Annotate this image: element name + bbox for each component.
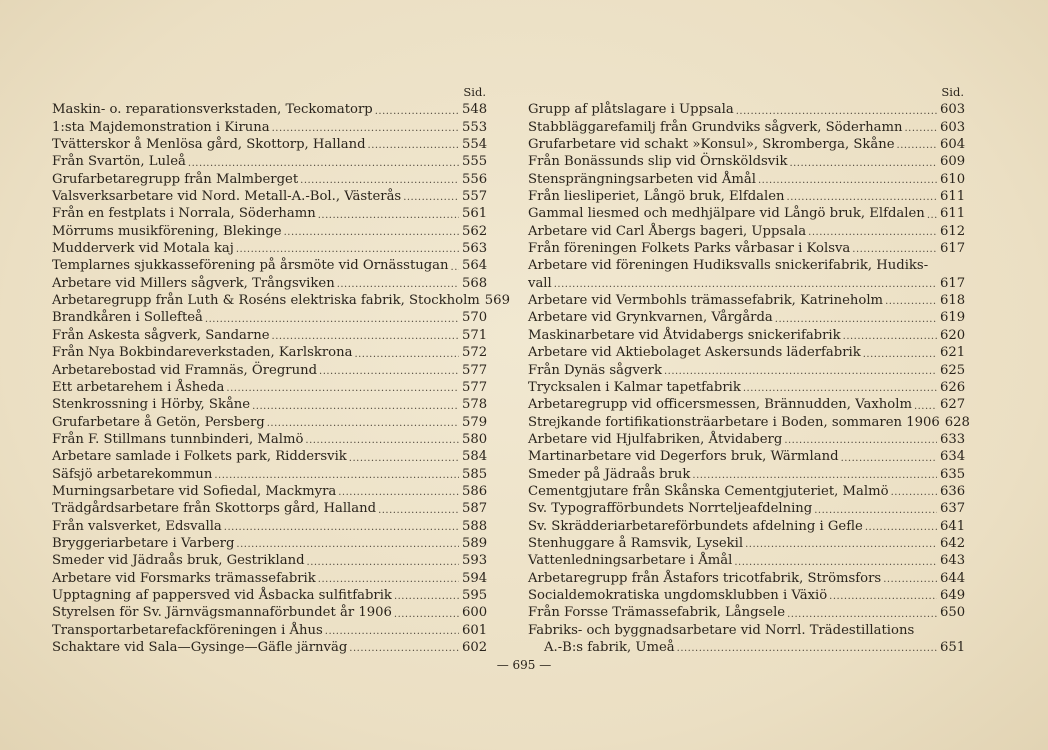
entry-page: 569: [484, 293, 510, 309]
entry-title: Från Nya Bokbindareverkstaden, Karlskrona: [52, 345, 353, 361]
entry-title: Maskinarbetare vid Åtvidabergs snickerifabrik: [528, 327, 841, 343]
leader-dots: [843, 329, 937, 344]
entry-title: Sv. Typografförbundets Norrteljeafdelning: [528, 501, 813, 517]
entry-title: Socialdemokratiska ungdomsklubben i Växiö: [528, 587, 828, 603]
leader-dots: [318, 572, 459, 587]
entry-title: Arbetare vid Millers sågverk, Trångsviken: [52, 275, 335, 291]
entry-title: Arbetare vid Grynkvarnen, Vårgårda: [528, 310, 773, 326]
leader-dots: [451, 260, 459, 275]
leader-dots: [883, 572, 937, 587]
right-sid-header: Sid.: [941, 85, 964, 99]
entry-title: Arbetarebostad vid Framnäs, Öregrund: [52, 362, 318, 378]
index-entry: [528, 622, 966, 657]
entry-title: Styrelsen för Sv. Järnvägsmannaförbundet år 1906: [52, 605, 392, 621]
leader-dots: [734, 555, 937, 570]
entry-title: Grufarbetare vid schakt »Konsul», Skromberga, Skåne: [528, 137, 895, 153]
leader-dots: [814, 503, 937, 518]
entry-title: Från F. Stillmans tunnbinderi, Malmö: [52, 431, 304, 447]
index-entry: [52, 414, 488, 431]
index-entry: [528, 483, 966, 500]
index-entry: [52, 101, 488, 118]
index-entry: [528, 136, 966, 153]
entry-title: Trycksalen i Kalmar tapetfabrik: [528, 379, 741, 395]
leader-dots: [272, 329, 459, 344]
entry-page: 595: [462, 587, 488, 603]
leader-dots: [775, 312, 937, 327]
entry-page: 601: [462, 622, 488, 638]
index-entry: [528, 431, 966, 448]
entry-page: 609: [940, 154, 966, 170]
entry-page: 579: [462, 414, 488, 430]
leader-dots: [337, 277, 459, 292]
entry-page: 580: [462, 431, 488, 447]
entry-page: 557: [462, 189, 488, 205]
entry-title: Från Askesta sågverk, Sandarne: [52, 327, 270, 343]
leader-dots: [403, 190, 459, 205]
index-entry: [52, 257, 488, 274]
index-entry: [52, 518, 488, 535]
leader-dots: [236, 537, 459, 552]
index-entry: [528, 552, 966, 569]
leader-dots: [307, 555, 459, 570]
leader-dots: [904, 121, 937, 136]
entry-title: Säfsjö arbetarekommun: [52, 466, 213, 482]
leader-dots: [863, 347, 937, 362]
leader-dots: [375, 104, 459, 119]
leader-dots: [865, 520, 937, 535]
entry-title: Upptagning af pappersved vid Åsbacka sulfitfabrik: [52, 587, 392, 603]
entry-title: Smeder på Jädraås bruk: [528, 466, 691, 482]
index-entry: [52, 171, 488, 188]
index-entry: [52, 379, 488, 396]
page-number: — 695 —: [496, 658, 552, 672]
leader-dots: [897, 138, 937, 153]
index-entry: [528, 500, 966, 517]
index-entry: [528, 518, 966, 535]
entry-title: Stensprängningsarbeten vid Åmål: [528, 171, 756, 187]
entry-title: Mörrums musikförening, Blekinge: [52, 223, 282, 239]
entry-page: 548: [462, 102, 488, 118]
entry-title: Maskin- o. reparationsverkstaden, Teckomatorp: [52, 102, 373, 118]
index-entry: [52, 622, 488, 639]
entry-title-continuation: vall: [528, 275, 552, 291]
entry-page: 603: [940, 102, 966, 118]
leader-dots: [349, 451, 459, 466]
entry-page: 625: [940, 362, 966, 378]
index-entry: [528, 171, 966, 188]
entry-page: 555: [462, 154, 488, 170]
entry-title: Bryggeriarbetare i Varberg: [52, 535, 235, 551]
index-entry: [52, 500, 488, 517]
entry-title: Arbetaregrupp från Luth & Roséns elektriska fabrik, Stockholm: [52, 293, 480, 309]
left-column: [52, 84, 510, 656]
entry-page: 621: [940, 345, 966, 361]
index-entry: [52, 223, 488, 240]
entry-page: 644: [940, 570, 966, 586]
entry-page: 577: [462, 362, 488, 378]
entry-page: 593: [462, 553, 488, 569]
left-sid-header: Sid.: [463, 85, 486, 99]
entry-page: 617: [940, 275, 966, 291]
entry-title: Arbetaregrupp från Åstafors tricotfabrik, Strömsfors: [528, 570, 882, 586]
entry-page: 650: [940, 605, 966, 621]
index-entry: [52, 240, 488, 257]
leader-dots: [205, 312, 459, 327]
leader-dots: [267, 416, 459, 431]
index-entry: [52, 119, 488, 136]
entry-page: 586: [462, 483, 488, 499]
right-column: [528, 84, 970, 656]
entry-page: 633: [940, 431, 966, 447]
entry-title: Gammal liesmed och medhjälpare vid Långö bruk, Elfdalen: [528, 206, 925, 222]
leader-dots: [319, 364, 459, 379]
entry-title: Fabriks- och byggnadsarbetare vid Norrl. Trädestillations: [528, 622, 915, 638]
entry-title: Arbetaregrupp vid officersmessen, Brännudden, Vaxholm: [528, 397, 912, 413]
index-entry: [528, 240, 966, 257]
entry-page: 628: [944, 414, 970, 430]
leader-dots: [394, 589, 459, 604]
entry-page: 637: [940, 501, 966, 517]
index-entry: [528, 466, 966, 483]
entry-title: Grupp af plåtslagare i Uppsala: [528, 102, 734, 118]
left-entry-list: [52, 101, 510, 656]
entry-title: Vattenledningsarbetare i Åmål: [528, 553, 733, 569]
entry-page: 570: [462, 310, 488, 326]
entry-page: 562: [462, 223, 488, 239]
leader-dots: [236, 242, 459, 257]
entry-title: Arbetare vid Hjulfabriken, Åtvidaberg: [528, 431, 783, 447]
index-entry: [528, 101, 966, 118]
index-entry: [528, 223, 966, 240]
leader-dots: [885, 294, 937, 309]
entry-title: Transportarbetarefackföreningen i Åhus: [52, 622, 323, 638]
leader-dots: [252, 399, 459, 414]
entry-page: 612: [940, 223, 966, 239]
index-entry: [52, 153, 488, 170]
index-entry: [52, 639, 488, 656]
leader-dots: [394, 607, 459, 622]
entry-page: 578: [462, 397, 488, 413]
index-entry: [52, 483, 488, 500]
leader-dots: [758, 173, 937, 188]
index-entry: [52, 466, 488, 483]
entry-page: 618: [940, 293, 966, 309]
entry-page: 611: [940, 206, 966, 222]
entry-page: 563: [462, 241, 488, 257]
entry-title: Arbetare vid Carl Åbergs bageri, Uppsala: [528, 223, 807, 239]
entry-title: Schaktare vid Sala—Gysinge—Gäfle järnväg: [52, 640, 348, 655]
index-entry: [52, 431, 488, 448]
entry-title: Trädgårdsarbetare från Skottorps gård, Halland: [52, 501, 377, 517]
entry-page: 571: [462, 327, 488, 343]
entry-title: Templarnes sjukkasseförening på årsmöte vid Ornässtugan: [52, 258, 449, 274]
index-entry: [528, 414, 970, 431]
index-entry: [52, 535, 488, 552]
index-entry: [52, 396, 488, 413]
entry-page: 564: [462, 258, 488, 274]
entry-page: 604: [940, 137, 966, 153]
leader-dots: [284, 225, 459, 240]
entry-page: 600: [462, 605, 488, 621]
entry-page: 587: [462, 501, 488, 517]
entry-page: 642: [940, 535, 966, 551]
index-entry: [52, 275, 488, 292]
entry-title: Mudderverk vid Motala kaj: [52, 241, 234, 257]
index-entry: [528, 119, 966, 136]
index-entry: [52, 552, 488, 569]
entry-page: 635: [940, 466, 966, 482]
entry-page: 584: [462, 449, 488, 465]
entry-title: Strejkande fortifikationsträarbetare i Boden, sommaren 1906: [528, 414, 940, 430]
entry-page: 589: [462, 535, 488, 551]
entry-title: Grufarbetaregrupp från Malmberget: [52, 171, 299, 187]
leader-dots: [214, 468, 459, 483]
leader-dots: [692, 468, 937, 483]
entry-title: Från valsverket, Edsvalla: [52, 518, 222, 534]
leader-dots: [554, 277, 937, 292]
index-entry: [528, 257, 966, 292]
leader-dots: [368, 138, 459, 153]
leader-dots: [784, 433, 937, 448]
index-entry: [528, 604, 966, 621]
leader-dots: [349, 641, 459, 656]
entry-title: Från en festplats i Norrala, Söderhamn: [52, 206, 316, 222]
entry-title: Arbetare vid föreningen Hudiksvalls snickerifabrik, Hudiks-: [528, 258, 929, 274]
entry-title: Från föreningen Folkets Parks vårbasar i Kolsva: [528, 241, 851, 257]
leader-dots: [787, 607, 937, 622]
entry-title: Brandkåren i Sollefteå: [52, 310, 203, 326]
entry-page: 643: [940, 553, 966, 569]
index-entry: [528, 535, 966, 552]
index-entry: [528, 362, 966, 379]
leader-dots: [808, 225, 937, 240]
entry-page: 568: [462, 275, 488, 291]
leader-dots: [272, 121, 459, 136]
index-entry: [528, 587, 966, 604]
leader-dots: [378, 503, 459, 518]
leader-dots: [789, 156, 937, 171]
entry-page: 619: [940, 310, 966, 326]
leader-dots: [736, 104, 937, 119]
entry-page: 577: [462, 379, 488, 395]
entry-page: 603: [940, 119, 966, 135]
entry-page: 634: [940, 449, 966, 465]
index-entry: [528, 292, 966, 309]
entry-page: 556: [462, 171, 488, 187]
leader-dots: [891, 485, 937, 500]
index-entry: [52, 344, 488, 361]
entry-title: 1:sta Majdemonstration i Kiruna: [52, 119, 270, 135]
index-entry: [528, 448, 966, 465]
entry-page: 617: [940, 241, 966, 257]
entry-title-continuation: A.-B:s fabrik, Umeå: [544, 640, 675, 655]
entry-page: 594: [462, 570, 488, 586]
entry-title: Stenkrossning i Hörby, Skåne: [52, 397, 251, 413]
leader-dots: [318, 208, 459, 223]
leader-dots: [664, 364, 937, 379]
entry-page: 649: [940, 587, 966, 603]
index-entry: [52, 587, 488, 604]
index-entry: [528, 396, 966, 413]
entry-page: 611: [940, 189, 966, 205]
entry-title: Från Forsse Trämassefabrik, Långsele: [528, 605, 786, 621]
entry-title: Arbetare vid Aktiebolaget Askersunds läderfabrik: [528, 345, 861, 361]
leader-dots: [743, 381, 937, 396]
leader-dots: [829, 589, 937, 604]
index-entry: [52, 292, 510, 309]
entry-title: Cementgjutare från Skånska Cementgjuteriet, Malmö: [528, 483, 889, 499]
entry-page: 641: [940, 518, 966, 534]
leader-dots: [677, 641, 937, 656]
entry-title: Martinarbetare vid Degerfors bruk, Wärmland: [528, 449, 839, 465]
entry-title: Valsverksarbetare vid Nord. Metall-A.-Bol., Västerås: [52, 189, 402, 205]
leader-dots: [188, 156, 459, 171]
entry-page: 620: [940, 327, 966, 343]
index-entry: [528, 309, 966, 326]
entry-title: Smeder vid Jädraås bruk, Gestrikland: [52, 553, 305, 569]
entry-title: Sv. Skrädderiarbetareförbundets afdelning i Gefle: [528, 518, 863, 534]
leader-dots: [305, 433, 459, 448]
entry-page: 610: [940, 171, 966, 187]
leader-dots: [787, 190, 937, 205]
entry-title: Arbetare vid Vermbohls trämassefabrik, Katrineholm: [528, 293, 884, 309]
entry-page: 602: [462, 640, 488, 655]
entry-title: Stenhuggare å Ramsvik, Lysekil: [528, 535, 744, 551]
index-entry: [528, 344, 966, 361]
index-entry: [52, 136, 488, 153]
entry-page: 553: [462, 119, 488, 135]
leader-dots: [226, 381, 459, 396]
leader-dots: [300, 173, 459, 188]
index-entry: [52, 604, 488, 621]
leader-dots: [354, 347, 459, 362]
index-entry: [528, 153, 966, 170]
index-entry: [52, 205, 488, 222]
entry-page: 572: [462, 345, 488, 361]
entry-page: 626: [940, 379, 966, 395]
entry-title: Ett arbetarehem i Åsheda: [52, 379, 225, 395]
right-entry-list: [528, 101, 970, 656]
entry-title: Från liesliperiet, Långö bruk, Elfdalen: [528, 189, 785, 205]
leader-dots: [914, 399, 937, 414]
entry-title: Arbetare samlade i Folkets park, Riddersvik: [52, 449, 347, 465]
index-entry: [52, 362, 488, 379]
leader-dots: [841, 451, 937, 466]
entry-page: 636: [940, 483, 966, 499]
index-entry: [528, 205, 966, 222]
leader-dots: [325, 624, 459, 639]
leader-dots: [224, 520, 459, 535]
entry-page: 585: [462, 466, 488, 482]
entry-title: Tvätterskor å Menlösa gård, Skottorp, Halland: [52, 137, 366, 153]
entry-title: Från Dynäs sågverk: [528, 362, 662, 378]
entry-title: Från Svartön, Luleå: [52, 154, 186, 170]
index-entry: [52, 327, 488, 344]
index-entry: [528, 379, 966, 396]
entry-title: Arbetare vid Forsmarks trämassefabrik: [52, 570, 316, 586]
index-entry: [528, 570, 966, 587]
leader-dots: [927, 208, 937, 223]
index-entry: [52, 188, 488, 205]
entry-title: Från Bonässunds slip vid Örnsköldsvik: [528, 154, 788, 170]
leader-dots: [745, 537, 937, 552]
entry-page: 651: [940, 640, 966, 655]
entry-page: 561: [462, 206, 488, 222]
entry-title: Grufarbetare å Getön, Persberg: [52, 414, 265, 430]
index-entry: [528, 188, 966, 205]
entry-title: Stabbläggarefamilj från Grundviks sågverk, Söderhamn: [528, 119, 903, 135]
leader-dots: [338, 485, 459, 500]
index-entry: [52, 309, 488, 326]
entry-title: Murningsarbetare vid Sofiedal, Mackmyra: [52, 483, 337, 499]
index-entry: [52, 570, 488, 587]
index-entry: [528, 327, 966, 344]
entry-page: 588: [462, 518, 488, 534]
index-entry: [52, 448, 488, 465]
entry-page: 554: [462, 137, 488, 153]
entry-page: 627: [940, 397, 966, 413]
leader-dots: [852, 242, 937, 257]
